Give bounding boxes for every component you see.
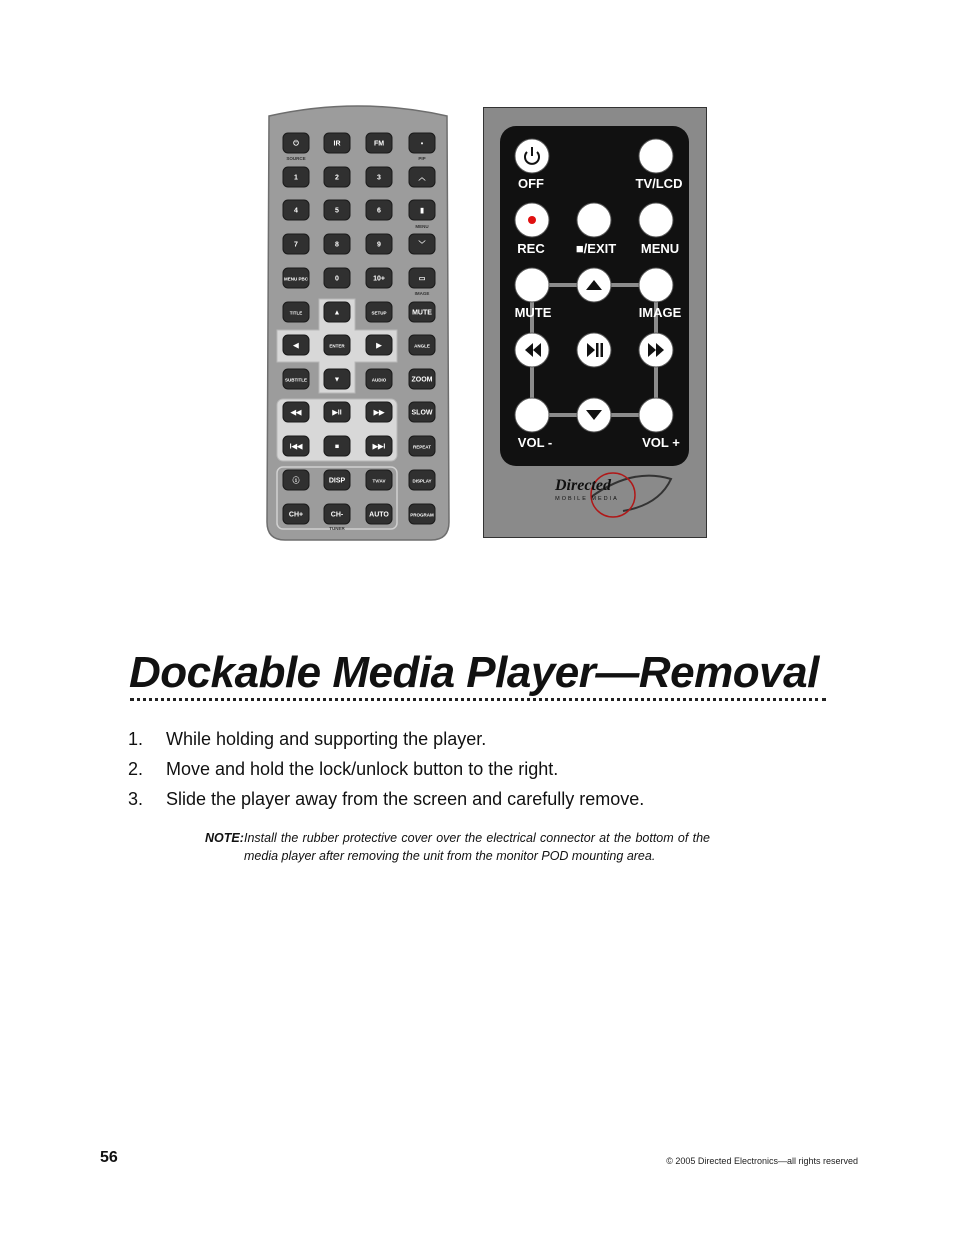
remote-left-button xyxy=(409,369,435,389)
remote-left-button xyxy=(324,167,350,187)
remote-left-button xyxy=(283,369,309,389)
svg-text:4: 4 xyxy=(294,207,298,215)
remote-left-menu-label: MENU xyxy=(415,224,429,229)
tvlcd-label: TV/LCD xyxy=(635,176,683,191)
remote-left-button xyxy=(324,200,350,220)
svg-text:MENU PBC: MENU PBC xyxy=(283,276,309,282)
svg-text:3: 3 xyxy=(377,174,381,182)
svg-text:IR: IR xyxy=(333,140,341,148)
remote-left-button xyxy=(324,470,350,490)
tvlcd-button xyxy=(639,139,673,173)
svg-text:SUBTITLE: SUBTITLE xyxy=(285,377,307,383)
svg-text:5: 5 xyxy=(335,207,339,215)
svg-text:▼: ▼ xyxy=(333,376,341,384)
remote-left-pip-label: PIP xyxy=(418,156,426,161)
remote-left-button xyxy=(283,402,309,422)
step-item: 3. Slide the player away from the screen and carefully remove. xyxy=(128,789,645,809)
svg-text:⏻: ⏻ xyxy=(293,140,299,148)
remote-left-button xyxy=(409,504,435,524)
svg-text:6: 6 xyxy=(377,207,381,215)
exit-button xyxy=(577,203,611,237)
image-button xyxy=(639,268,673,302)
svg-text:◀◀: ◀◀ xyxy=(290,409,302,417)
svg-text:﹀: ﹀ xyxy=(418,241,426,249)
remote-left-button xyxy=(366,268,392,288)
svg-text:CH-: CH- xyxy=(330,511,344,519)
svg-text:TITLE: TITLE xyxy=(289,310,303,316)
remote-left-button xyxy=(283,302,309,322)
svg-text:TV/AV: TV/AV xyxy=(372,478,386,484)
vol-minus-label: VOL - xyxy=(517,435,553,450)
svg-text:■: ■ xyxy=(334,443,340,451)
remote-left-image-label: IMAGE xyxy=(414,291,430,296)
off-label: OFF xyxy=(518,176,544,191)
menu-button xyxy=(639,203,673,237)
remote-left-button xyxy=(366,369,392,389)
svg-text:ZOOM: ZOOM xyxy=(411,376,433,384)
svg-text:▮: ▮ xyxy=(420,207,424,215)
remote-control-image-left xyxy=(265,102,451,542)
remote-left-button xyxy=(283,470,309,490)
remote-left-button xyxy=(324,335,350,355)
svg-text:AUDIO: AUDIO xyxy=(371,377,387,383)
svg-text:7: 7 xyxy=(294,241,298,249)
svg-text:AUTO: AUTO xyxy=(369,511,389,519)
title-dotted-rule xyxy=(130,698,826,701)
copyright-text: © 2005 Directed Electronics—all rights reserved xyxy=(666,1156,858,1166)
svg-text:▪: ▪ xyxy=(420,140,424,148)
svg-text:MOBILE MEDIA: MOBILE MEDIA xyxy=(555,496,619,502)
svg-text:SLOW: SLOW xyxy=(411,409,433,417)
instruction-steps xyxy=(128,727,644,817)
remote-left-button xyxy=(324,402,350,422)
note-label: NOTE: xyxy=(205,831,244,845)
remote-control-image-right xyxy=(483,107,707,538)
image-label: IMAGE xyxy=(638,305,682,320)
rec-dot-icon xyxy=(528,216,536,224)
svg-text:︿: ︿ xyxy=(418,174,426,182)
remote-left-button xyxy=(366,436,392,456)
remote-left-tuner-label: TUNER xyxy=(329,526,345,531)
remote-left-button xyxy=(409,335,435,355)
note-text: Install the rubber protective cover over the electrical connector at the bottom of the media player after removing the unit from the monitor POD mounting area. xyxy=(244,831,710,863)
svg-text:▭: ▭ xyxy=(418,275,426,283)
remote-left-button xyxy=(409,133,435,153)
page-title: Dockable Media Player—Removal xyxy=(129,648,819,697)
menu-label: MENU xyxy=(640,241,680,256)
svg-text:I◀◀: I◀◀ xyxy=(289,443,303,451)
remote-left-button xyxy=(324,504,350,524)
remote-left-button xyxy=(409,234,435,254)
svg-text:ANGLE: ANGLE xyxy=(414,343,430,349)
page-number: 56 xyxy=(100,1149,118,1166)
remote-left-button xyxy=(324,369,350,389)
remote-left-button xyxy=(366,470,392,490)
svg-text:▶▶: ▶▶ xyxy=(373,409,385,417)
remote-left-button xyxy=(409,167,435,187)
note-block xyxy=(205,829,710,865)
remote-left-button xyxy=(283,436,309,456)
svg-text:8: 8 xyxy=(335,241,339,249)
svg-text:▶: ▶ xyxy=(376,342,382,350)
remote-left-button xyxy=(409,402,435,422)
svg-text:DISPLAY: DISPLAY xyxy=(412,478,432,484)
svg-text:DISP: DISP xyxy=(328,477,346,485)
svg-text:ⓘ: ⓘ xyxy=(292,477,300,485)
remote-left-button xyxy=(366,200,392,220)
remote-left-button xyxy=(366,302,392,322)
remote-left-button xyxy=(324,268,350,288)
remote-left-button xyxy=(324,302,350,322)
svg-text:1: 1 xyxy=(294,174,298,182)
remote-left-button xyxy=(324,234,350,254)
svg-text:◀: ◀ xyxy=(293,342,299,350)
remote-left-button xyxy=(324,133,350,153)
step-item: 2. Move and hold the lock/unlock button to the right. xyxy=(128,759,559,779)
svg-text:▶▶I: ▶▶I xyxy=(372,443,386,451)
exit-label: ■/EXIT xyxy=(575,241,617,256)
remote-left-button xyxy=(283,234,309,254)
remote-left-button xyxy=(283,335,309,355)
svg-text:SETUP: SETUP xyxy=(371,310,387,316)
svg-text:CH+: CH+ xyxy=(288,511,304,519)
remote-left-button xyxy=(409,268,435,288)
svg-text:REPEAT: REPEAT xyxy=(413,444,431,450)
remote-left-button xyxy=(366,402,392,422)
step-item: 1. While holding and supporting the player. xyxy=(128,729,487,749)
remote-left-button xyxy=(409,470,435,490)
remote-left-button xyxy=(283,133,309,153)
svg-text:ENTER: ENTER xyxy=(329,343,345,349)
remote-left-button xyxy=(283,268,309,288)
svg-text:PROGRAM: PROGRAM xyxy=(410,512,434,518)
remote-left-button xyxy=(409,436,435,456)
remote-left-button xyxy=(366,234,392,254)
remote-left-source-label: SOURCE xyxy=(286,156,306,161)
mute-button xyxy=(515,268,549,302)
remote-left-button xyxy=(283,167,309,187)
svg-text:▶II: ▶II xyxy=(332,409,342,417)
svg-text:FM: FM xyxy=(373,140,385,148)
remote-left-button xyxy=(283,504,309,524)
remote-left-button xyxy=(324,436,350,456)
remote-left-button xyxy=(409,302,435,322)
svg-text:MUTE: MUTE xyxy=(412,309,432,317)
vol-minus-button xyxy=(515,398,549,432)
svg-text:9: 9 xyxy=(377,241,381,249)
mute-label: MUTE xyxy=(514,305,552,320)
remote-left-button xyxy=(409,200,435,220)
svg-text:Directed: Directed xyxy=(555,477,611,494)
remote-left-button xyxy=(366,167,392,187)
remote-left-button xyxy=(366,504,392,524)
vol-plus-label: VOL + xyxy=(642,435,680,450)
rec-label: REC xyxy=(517,241,545,256)
vol-plus-button xyxy=(639,398,673,432)
svg-text:▲: ▲ xyxy=(333,309,341,317)
svg-text:0: 0 xyxy=(335,275,339,283)
remote-left-button xyxy=(366,133,392,153)
svg-text:10+: 10+ xyxy=(373,275,385,283)
remote-left-button xyxy=(283,200,309,220)
remote-left-button xyxy=(366,335,392,355)
svg-text:2: 2 xyxy=(335,174,339,182)
